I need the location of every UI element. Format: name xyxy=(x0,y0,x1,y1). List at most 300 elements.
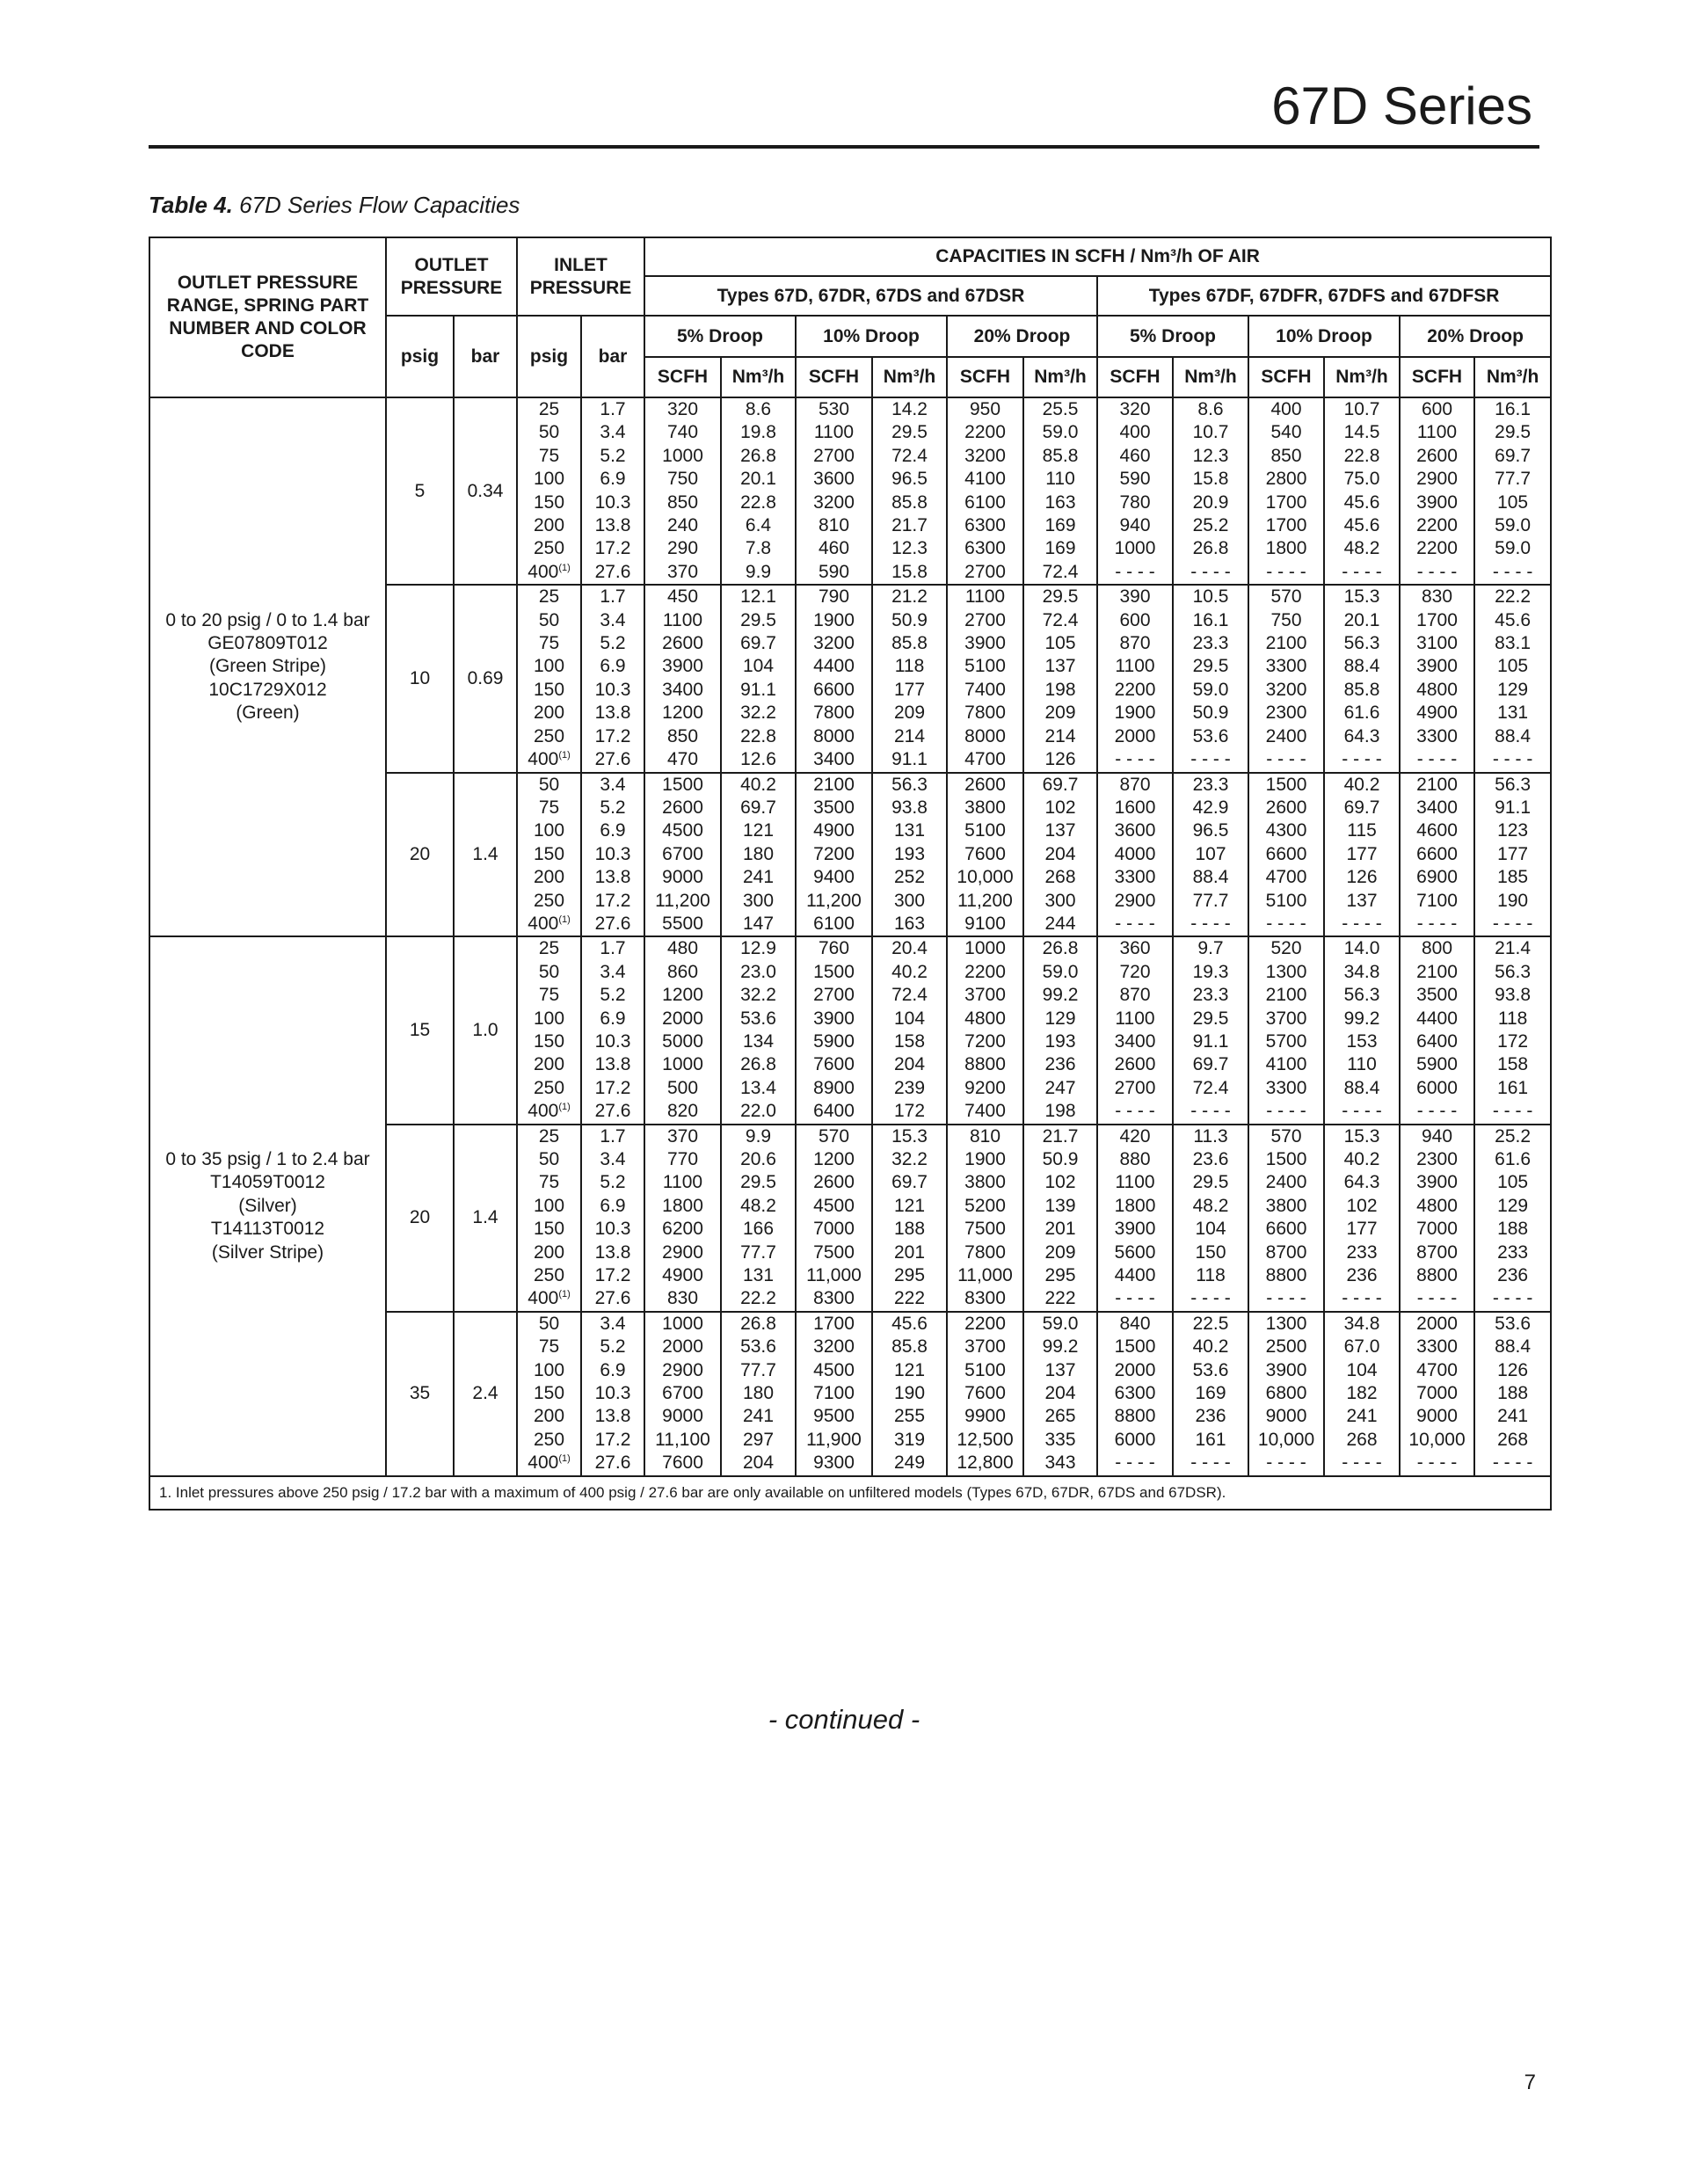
cell-text: 72.4 xyxy=(891,985,928,1006)
inlet-psig-cell-value xyxy=(518,819,580,842)
scfh-cell xyxy=(644,397,721,585)
cell-text: 10.3 xyxy=(594,1383,631,1404)
cell-text: 2200 xyxy=(964,1313,1006,1334)
cell-text: 150 xyxy=(533,843,565,864)
cell-text: 2100 xyxy=(1265,633,1307,654)
cell-text: 59.0 xyxy=(1042,961,1079,982)
scfh-cell-value xyxy=(645,984,720,1007)
scfh-cell-value xyxy=(1249,937,1323,960)
cell-text: 7500 xyxy=(964,1219,1006,1240)
scfh-cell xyxy=(796,585,872,772)
cell-text: 4800 xyxy=(1416,1195,1458,1216)
cell-text: 85.8 xyxy=(891,633,928,654)
footnote-marker: (1) xyxy=(558,1453,571,1465)
cell-text: - - - - xyxy=(1190,913,1231,934)
scfh-cell-value xyxy=(948,1030,1022,1053)
cell-text: 5100 xyxy=(964,820,1006,841)
cell-text: 15.3 xyxy=(1343,586,1380,608)
nm3h-cell xyxy=(721,1125,796,1312)
cell-text: 75 xyxy=(538,797,560,818)
cell-text: 50 xyxy=(538,609,560,630)
cell-text: 4400 xyxy=(1416,1008,1458,1029)
nm3h-cell-value xyxy=(1475,1264,1550,1287)
cell-text: 6200 xyxy=(662,1219,703,1240)
nm3h-cell xyxy=(1173,1125,1248,1312)
nm3h-cell-value xyxy=(1174,679,1248,702)
cell-text: 4400 xyxy=(813,656,855,677)
nm3h-cell xyxy=(1023,1125,1097,1312)
nm3h-cell-value xyxy=(722,1008,795,1030)
cell-text: 40.2 xyxy=(1192,1336,1229,1358)
scfh-cell-value xyxy=(645,491,720,514)
inlet-psig-cell-value xyxy=(518,1100,580,1123)
cell-text: 860 xyxy=(666,961,699,982)
cell-text: 53.6 xyxy=(1495,1313,1532,1334)
cell-text: 53.6 xyxy=(740,1336,776,1358)
cell-text: 110 xyxy=(1347,1054,1377,1075)
outlet-bar-cell: 2.4 xyxy=(454,1312,517,1476)
cell-text: 6000 xyxy=(1416,1077,1458,1098)
nm3h-cell-value xyxy=(1325,537,1399,560)
header-rule xyxy=(149,145,1539,149)
nm3h-cell-value xyxy=(1475,890,1550,913)
cell-text: 137 xyxy=(1044,656,1076,677)
cell-text: 1800 xyxy=(1114,1195,1156,1216)
scfh-cell-value xyxy=(948,491,1022,514)
spring-range-label xyxy=(149,397,386,936)
nm3h-cell-value xyxy=(1024,890,1096,913)
cell-text: 69.7 xyxy=(740,633,776,654)
nm3h-cell-value xyxy=(873,1452,946,1474)
nm3h-cell-value xyxy=(1475,514,1550,537)
nm3h-cell-value xyxy=(1024,491,1096,514)
nm3h-cell-value xyxy=(722,1148,795,1171)
nm3h-cell-value xyxy=(722,1218,795,1241)
scfh-cell-value xyxy=(1098,1429,1172,1452)
cell-text: 2600 xyxy=(1114,1054,1156,1075)
scfh-cell-value xyxy=(1401,586,1473,608)
cell-text: 129 xyxy=(1044,1008,1076,1029)
cell-text: 27.6 xyxy=(594,561,631,582)
cell-text: 940 xyxy=(1421,1125,1453,1147)
cell-text: 22.8 xyxy=(740,725,776,746)
outlet-bar-cell: 1.4 xyxy=(454,773,517,937)
cell-text: 3300 xyxy=(1416,1336,1458,1358)
nm3h-cell-value xyxy=(873,843,946,866)
cell-text: 69.7 xyxy=(1495,445,1532,466)
nm3h-cell-value xyxy=(873,514,946,537)
nm3h-cell-value xyxy=(1174,866,1248,889)
inlet-bar-cell-value xyxy=(582,537,644,560)
scfh-cell-value xyxy=(797,843,871,866)
scfh-cell-value xyxy=(797,961,871,984)
inlet-psig-cell-value xyxy=(518,866,580,889)
scfh-cell-value xyxy=(797,913,871,935)
scfh-cell-value xyxy=(948,632,1022,655)
inlet-bar-cell-value xyxy=(582,961,644,984)
inlet-psig-cell-value xyxy=(518,1241,580,1264)
cell-text: 12.1 xyxy=(740,586,776,608)
inlet-bar-cell-value xyxy=(582,1405,644,1428)
cell-text: 29.5 xyxy=(1042,586,1079,608)
scfh-cell-value xyxy=(797,398,871,421)
cell-text: 15.3 xyxy=(1343,1125,1380,1147)
inlet-psig-cell-value xyxy=(518,679,580,702)
cell-text: 360 xyxy=(1119,938,1151,959)
header-scfh: SCFH xyxy=(1248,357,1324,397)
scfh-cell-value xyxy=(948,1313,1022,1336)
cell-text: 320 xyxy=(1119,399,1151,419)
nm3h-cell-value xyxy=(1325,655,1399,678)
nm3h-cell-value xyxy=(1325,1287,1399,1310)
cell-text: 45.6 xyxy=(1343,491,1380,513)
cell-text: 83.1 xyxy=(1495,633,1532,654)
nm3h-cell-value xyxy=(1174,1008,1248,1030)
inlet-bar-cell-value xyxy=(582,1382,644,1405)
nm3h-cell-value xyxy=(1024,421,1096,444)
cell-text: - - - - xyxy=(1266,1452,1306,1474)
scfh-cell-value xyxy=(1401,1405,1473,1428)
nm3h-cell-value xyxy=(1475,398,1550,421)
scfh-cell-value xyxy=(948,421,1022,444)
nm3h-cell-value xyxy=(1024,1359,1096,1382)
cell-text: 810 xyxy=(969,1125,1001,1147)
nm3h-cell-value xyxy=(873,1382,946,1405)
cell-text: 2700 xyxy=(813,445,855,466)
cell-text: 100 xyxy=(533,1008,565,1029)
cell-text: 93.8 xyxy=(891,797,928,818)
cell-text: 3200 xyxy=(813,1336,855,1358)
cell-text: 2100 xyxy=(1265,985,1307,1006)
scfh-cell-value xyxy=(1249,890,1323,913)
cell-text: 740 xyxy=(666,422,699,443)
cell-text: - - - - xyxy=(1115,1101,1155,1122)
nm3h-cell-value xyxy=(1174,421,1248,444)
cell-text: 4900 xyxy=(813,820,855,841)
scfh-cell-value xyxy=(1401,819,1473,842)
scfh-cell-value xyxy=(645,1008,720,1030)
cell-text: 6700 xyxy=(662,843,703,864)
nm3h-cell-value xyxy=(722,421,795,444)
cell-text: 600 xyxy=(1119,609,1151,630)
cell-text: 268 xyxy=(1346,1429,1378,1450)
nm3h-cell xyxy=(1474,585,1551,772)
cell-text: 91.1 xyxy=(740,679,776,700)
cell-text: 118 xyxy=(894,656,925,677)
cell-text: 204 xyxy=(742,1452,775,1474)
scfh-cell-value xyxy=(948,1429,1022,1452)
nm3h-cell-value xyxy=(1024,679,1096,702)
cell-text: 850 xyxy=(1270,445,1302,466)
scfh-cell-value xyxy=(948,561,1022,584)
scfh-cell-value xyxy=(1098,1241,1172,1264)
cell-text: 100 xyxy=(533,469,565,490)
nm3h-cell-value xyxy=(1174,1030,1248,1053)
cell-text: 14.2 xyxy=(891,399,928,419)
scfh-cell-value xyxy=(948,445,1022,468)
cell-text: 85.8 xyxy=(891,1336,928,1358)
scfh-cell-value xyxy=(1098,609,1172,632)
cell-text: 265 xyxy=(1044,1406,1076,1427)
cell-text: 470 xyxy=(666,749,699,770)
nm3h-cell-value xyxy=(1174,1287,1248,1310)
inlet-bar-cell-value xyxy=(582,1218,644,1241)
cell-text: 177 xyxy=(1346,843,1378,864)
cell-text: 4500 xyxy=(813,1359,855,1380)
cell-text: 370 xyxy=(666,1125,699,1147)
nm3h-cell-value xyxy=(1325,679,1399,702)
cell-text: 9000 xyxy=(1416,1406,1458,1427)
cell-text: 204 xyxy=(1044,1383,1076,1404)
cell-text: 22.8 xyxy=(740,491,776,513)
cell-text: 17.2 xyxy=(594,1429,631,1450)
scfh-cell-value xyxy=(1098,1336,1172,1358)
nm3h-cell-value xyxy=(873,1125,946,1148)
cell-text: 209 xyxy=(1044,1241,1076,1263)
cell-text: 400 xyxy=(528,749,559,770)
cell-text: 32.2 xyxy=(740,703,776,724)
cell-text: 59.0 xyxy=(1495,515,1532,536)
scfh-cell-value xyxy=(645,1429,720,1452)
cell-text: 1100 xyxy=(662,609,703,630)
cell-text: 104 xyxy=(1346,1359,1378,1380)
header-nm3h: Nm³/h xyxy=(1023,357,1097,397)
cell-text: 214 xyxy=(893,725,926,746)
cell-text: 4700 xyxy=(964,749,1006,770)
cell-text: 163 xyxy=(893,913,926,934)
header-scfh: SCFH xyxy=(796,357,872,397)
cell-text: 48.2 xyxy=(1343,538,1380,559)
cell-text: 233 xyxy=(1346,1241,1378,1263)
cell-text: 8000 xyxy=(964,725,1006,746)
cell-text: - - - - xyxy=(1492,1452,1533,1474)
scfh-cell-value xyxy=(1098,561,1172,584)
scfh-cell-value xyxy=(797,1077,871,1100)
cell-text: 88.4 xyxy=(1495,725,1532,746)
cell-text: 7600 xyxy=(964,843,1006,864)
cell-text: 69.7 xyxy=(1192,1054,1229,1075)
cell-text: 2100 xyxy=(813,774,855,795)
scfh-cell-value xyxy=(797,1313,871,1336)
cell-text: - - - - xyxy=(1492,1101,1533,1122)
nm3h-cell-value xyxy=(873,984,946,1007)
cell-text: 105 xyxy=(1497,491,1529,513)
scfh-cell-value xyxy=(1249,491,1323,514)
cell-text: 8800 xyxy=(1265,1265,1307,1286)
cell-text: 870 xyxy=(1119,985,1151,1006)
nm3h-cell xyxy=(872,1125,947,1312)
scfh-cell-value xyxy=(1098,890,1172,913)
nm3h-cell-value xyxy=(1475,843,1550,866)
inlet-psig-cell-value xyxy=(518,1125,580,1148)
scfh-cell-value xyxy=(1098,1452,1172,1474)
scfh-cell-value xyxy=(948,702,1022,724)
header-scfh: SCFH xyxy=(1400,357,1474,397)
cell-text: 177 xyxy=(893,679,926,700)
cell-text: 480 xyxy=(666,938,699,959)
scfh-cell-value xyxy=(645,819,720,842)
cell-text: 530 xyxy=(818,399,850,419)
cell-text: 4800 xyxy=(1416,679,1458,700)
scfh-cell-value xyxy=(1401,1077,1473,1100)
scfh-cell xyxy=(796,1312,872,1476)
nm3h-cell-value xyxy=(873,1264,946,1287)
inlet-psig-cell xyxy=(517,773,581,937)
cell-text: 20.1 xyxy=(1343,609,1380,630)
header-scfh: SCFH xyxy=(947,357,1023,397)
cell-text: 25.2 xyxy=(1192,515,1229,536)
cell-text: 4100 xyxy=(964,469,1006,490)
cell-text: 50.9 xyxy=(891,609,928,630)
inlet-bar-cell-value xyxy=(582,748,644,771)
cell-text: 3700 xyxy=(964,985,1006,1006)
nm3h-cell-value xyxy=(1024,561,1096,584)
cell-text: 13.8 xyxy=(594,1241,631,1263)
cell-text: 61.6 xyxy=(1343,703,1380,724)
inlet-bar-cell-value xyxy=(582,843,644,866)
scfh-cell-value xyxy=(1401,725,1473,748)
cell-text: 790 xyxy=(818,586,850,608)
scfh-cell-value xyxy=(948,774,1022,797)
cell-text: 9.9 xyxy=(745,1125,772,1147)
nm3h-cell-value xyxy=(722,1429,795,1452)
nm3h-cell-value xyxy=(873,1241,946,1264)
nm3h-cell-value xyxy=(722,398,795,421)
footnote-row xyxy=(149,1476,1551,1510)
inlet-psig-cell-value xyxy=(518,774,580,797)
nm3h-cell-value xyxy=(1174,586,1248,608)
nm3h-cell-value xyxy=(1024,1008,1096,1030)
cell-text: 870 xyxy=(1119,774,1151,795)
nm3h-cell-value xyxy=(1475,586,1550,608)
cell-text: 188 xyxy=(893,1219,926,1240)
nm3h-cell-value xyxy=(1024,1218,1096,1241)
inlet-psig-cell-value xyxy=(518,1008,580,1030)
inlet-bar-cell xyxy=(581,1312,644,1476)
scfh-cell-value xyxy=(1098,468,1172,491)
cell-text: - - - - xyxy=(1492,1288,1533,1309)
scfh-cell-value xyxy=(948,890,1022,913)
cell-text: 17.2 xyxy=(594,538,631,559)
nm3h-cell-value xyxy=(722,1359,795,1382)
nm3h-cell-value xyxy=(1024,702,1096,724)
spring-label-line: (Green) xyxy=(236,703,300,724)
nm3h-cell-value xyxy=(873,937,946,960)
nm3h-cell-value xyxy=(1174,937,1248,960)
cell-text: 5100 xyxy=(964,656,1006,677)
scfh-cell-value xyxy=(797,632,871,655)
cell-text: 3400 xyxy=(662,679,703,700)
cell-text: 400 xyxy=(528,1101,559,1122)
scfh-cell-value xyxy=(645,1287,720,1310)
cell-text: 236 xyxy=(1346,1265,1378,1286)
scfh-cell-value xyxy=(1098,1171,1172,1194)
outlet-psig-cell: 20 xyxy=(386,1125,454,1312)
scfh-cell-value xyxy=(645,774,720,797)
cell-text: 50 xyxy=(538,1149,560,1169)
cell-text: 233 xyxy=(1497,1241,1529,1263)
inlet-psig-cell-value xyxy=(518,1336,580,1358)
cell-text: 540 xyxy=(1270,422,1302,443)
nm3h-cell-value xyxy=(1325,866,1399,889)
cell-text: 7500 xyxy=(813,1241,855,1263)
nm3h-cell xyxy=(1023,1312,1097,1476)
cell-text: 13.8 xyxy=(594,1054,631,1075)
cell-text: 193 xyxy=(1044,1030,1076,1052)
scfh-cell-value xyxy=(1249,1171,1323,1194)
footnote-marker: (1) xyxy=(558,1289,571,1300)
scfh-cell-value xyxy=(1098,961,1172,984)
cell-text: 10.3 xyxy=(594,1030,631,1052)
scfh-cell-value xyxy=(645,679,720,702)
scfh-cell-value xyxy=(1401,514,1473,537)
cell-text: - - - - xyxy=(1115,1452,1155,1474)
cell-text: 8300 xyxy=(964,1288,1006,1309)
cell-text: 1000 xyxy=(1114,538,1156,559)
cell-text: 3400 xyxy=(1416,797,1458,818)
cell-text: 11,000 xyxy=(957,1265,1013,1286)
nm3h-cell-value xyxy=(1024,1287,1096,1310)
cell-text: 300 xyxy=(893,890,926,911)
nm3h-cell xyxy=(1324,397,1400,585)
cell-text: 6.4 xyxy=(745,515,772,536)
scfh-cell xyxy=(1400,585,1474,772)
cell-text: 6100 xyxy=(964,491,1006,513)
nm3h-cell-value xyxy=(1475,445,1550,468)
inlet-bar-cell-value xyxy=(582,937,644,960)
scfh-cell-value xyxy=(1401,491,1473,514)
nm3h-cell-value xyxy=(1024,1241,1096,1264)
cell-text: 590 xyxy=(1119,469,1151,490)
cell-text: 1.7 xyxy=(600,1125,626,1147)
inlet-psig-cell-value xyxy=(518,937,580,960)
cell-text: 7800 xyxy=(813,703,855,724)
nm3h-cell-value xyxy=(1325,774,1399,797)
cell-text: 450 xyxy=(666,586,699,608)
scfh-cell-value xyxy=(797,1405,871,1428)
nm3h-cell-value xyxy=(1024,748,1096,771)
nm3h-cell-value xyxy=(1024,445,1096,468)
nm3h-cell-value xyxy=(1174,1452,1248,1474)
nm3h-cell-value xyxy=(1325,748,1399,771)
cell-text: 26.8 xyxy=(1042,938,1079,959)
cell-text: 2000 xyxy=(1114,1359,1156,1380)
cell-text: 40.2 xyxy=(891,961,928,982)
inlet-bar-cell-value xyxy=(582,702,644,724)
scfh-cell-value xyxy=(645,1218,720,1241)
cell-text: 2600 xyxy=(813,1172,855,1193)
cell-text: 1800 xyxy=(1265,538,1307,559)
cell-text: 4400 xyxy=(1114,1265,1156,1286)
inlet-bar-cell-value xyxy=(582,1100,644,1123)
nm3h-cell-value xyxy=(873,537,946,560)
cell-text: 21.4 xyxy=(1495,938,1532,959)
nm3h-cell-value xyxy=(1174,1405,1248,1428)
cell-text: 1100 xyxy=(1115,656,1155,677)
cell-text: 150 xyxy=(533,679,565,700)
cell-text: 2200 xyxy=(964,422,1006,443)
scfh-cell-value xyxy=(1401,1429,1473,1452)
cell-text: 5100 xyxy=(964,1359,1006,1380)
cell-text: 19.8 xyxy=(740,422,776,443)
scfh-cell-value xyxy=(1098,1359,1172,1382)
scfh-cell-value xyxy=(1249,679,1323,702)
cell-text: 17.2 xyxy=(594,1077,631,1098)
cell-text: 1000 xyxy=(964,938,1006,959)
cell-text: 22.5 xyxy=(1192,1313,1229,1334)
cell-text: - - - - xyxy=(1416,913,1458,934)
scfh-cell-value xyxy=(1249,702,1323,724)
